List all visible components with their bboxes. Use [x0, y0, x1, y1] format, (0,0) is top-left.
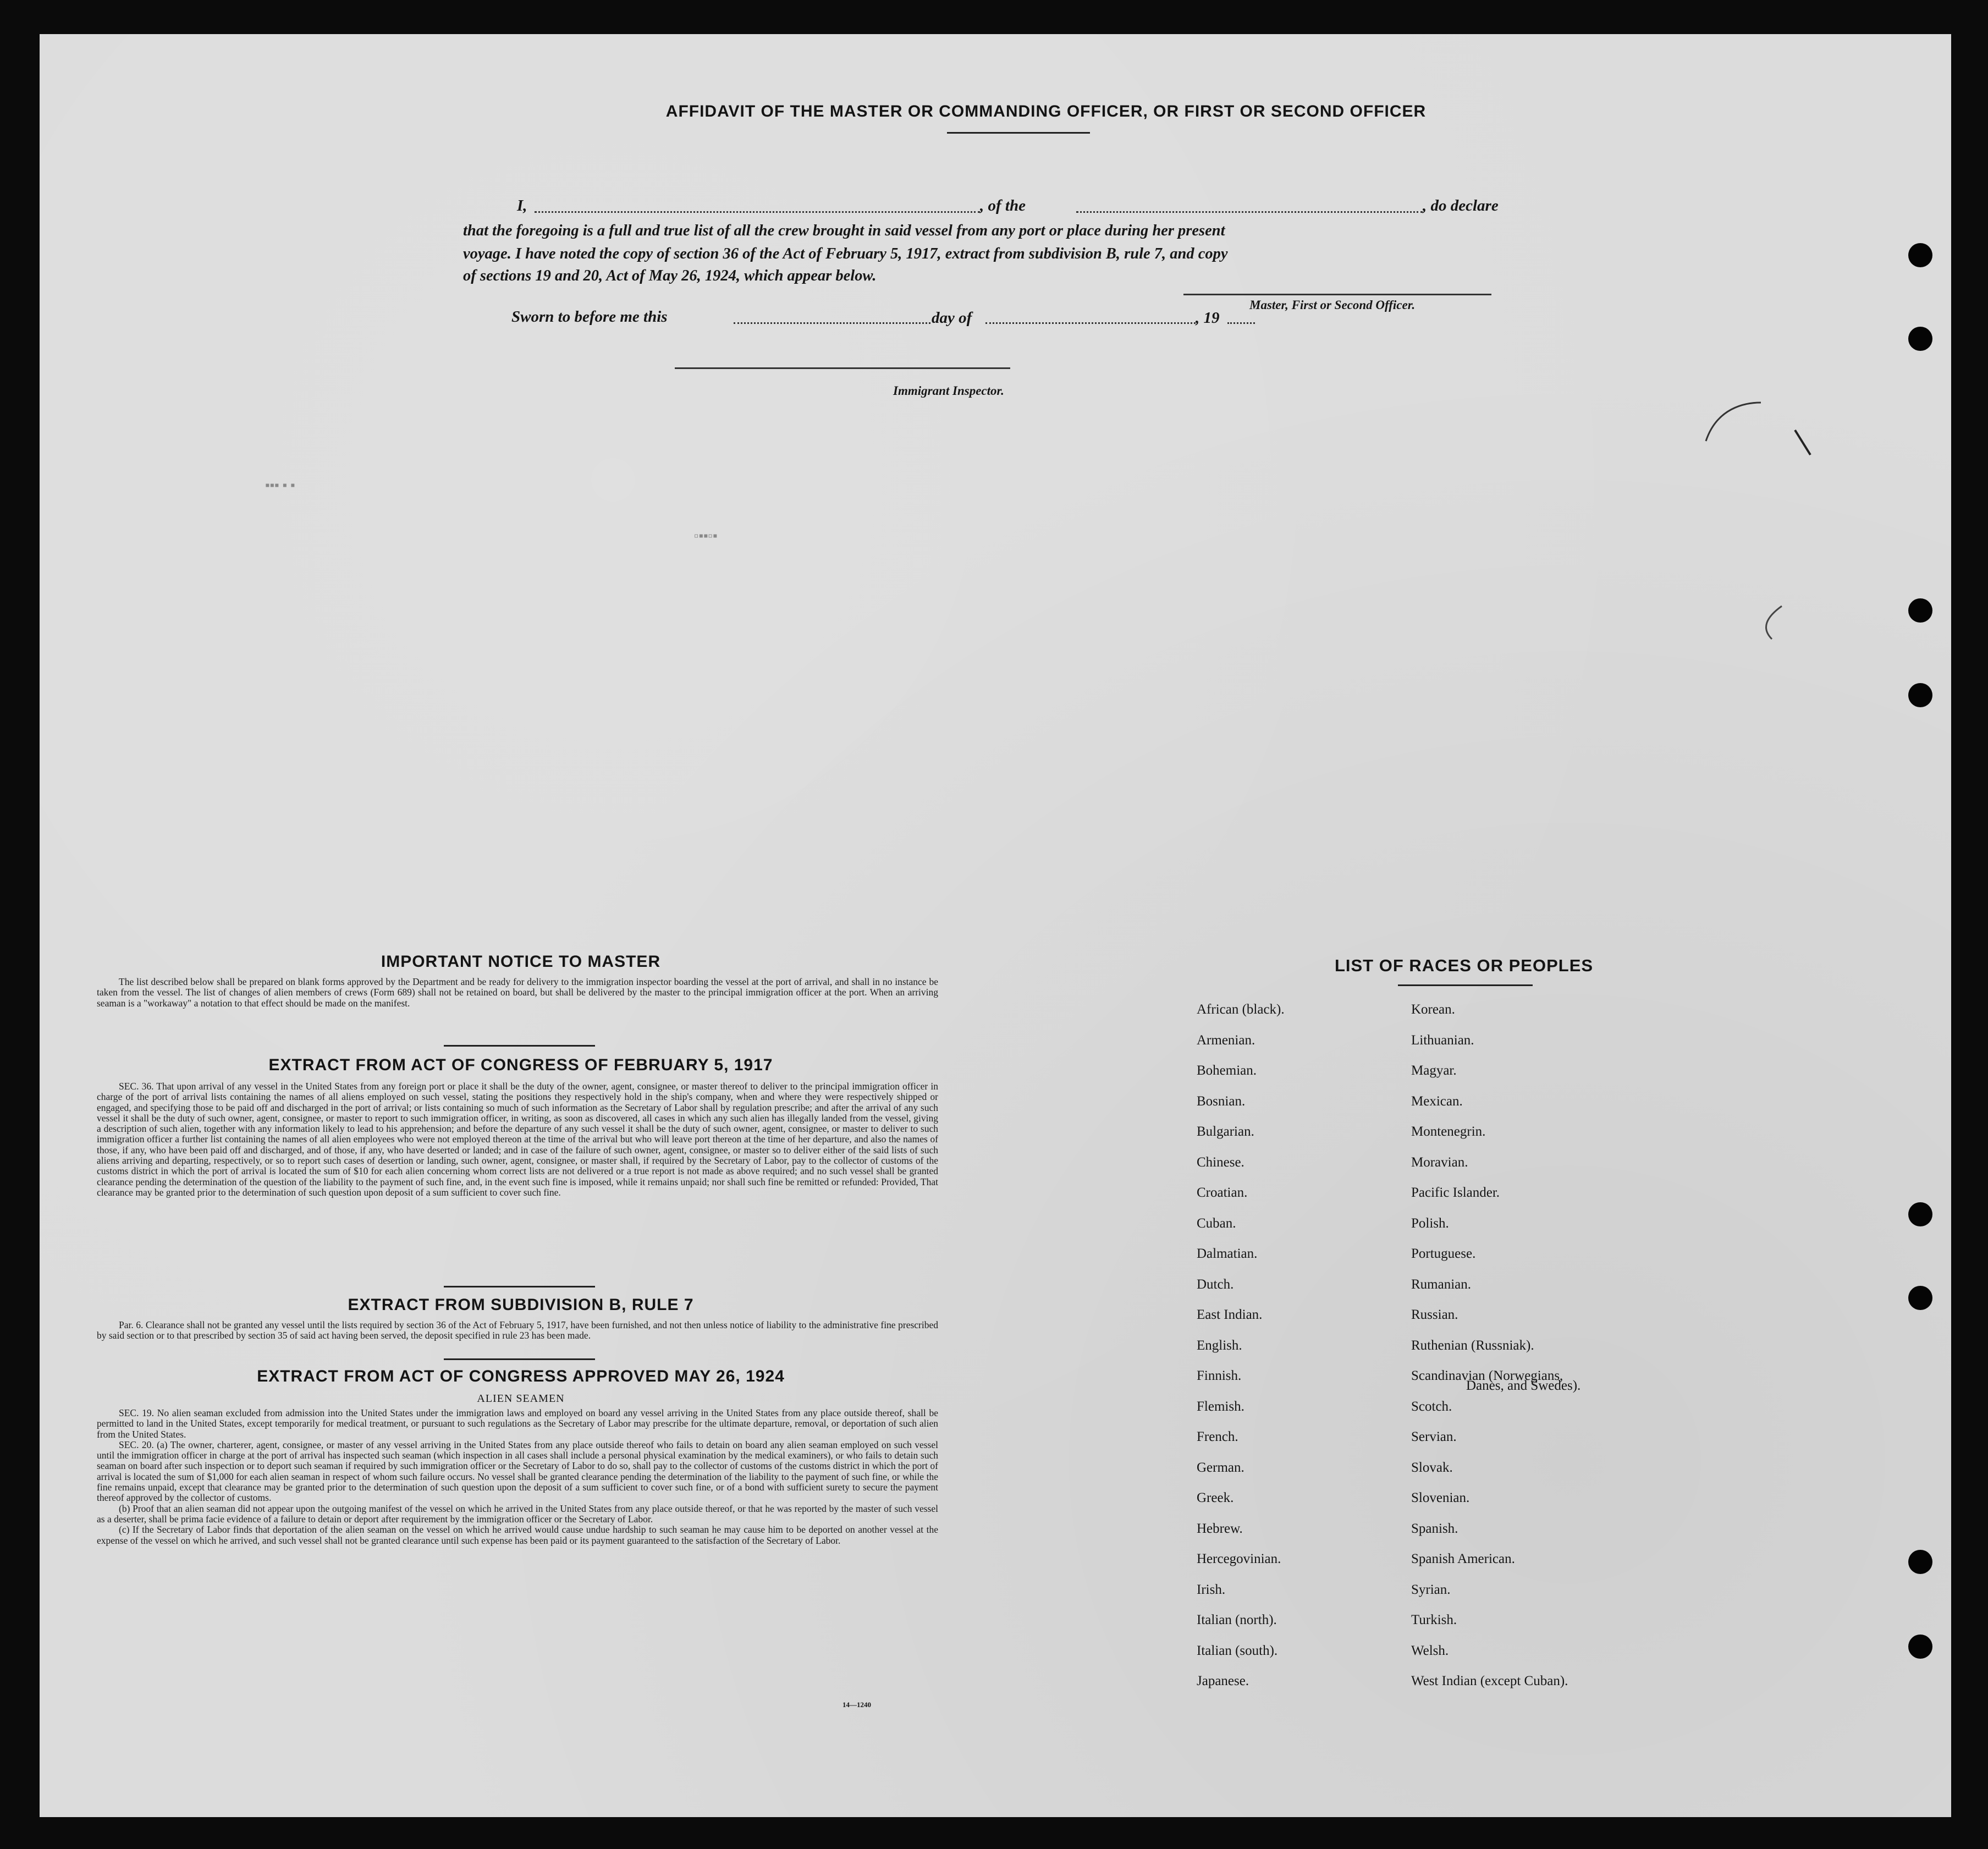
race-item: Syrian. — [1411, 1582, 1451, 1597]
divider — [444, 1358, 595, 1360]
race-item: Servian. — [1411, 1429, 1457, 1444]
form-number: 14—1240 — [842, 1701, 871, 1709]
race-item: Slovenian. — [1411, 1490, 1470, 1505]
pen-mark — [1700, 359, 1843, 667]
race-item: African (black). — [1197, 1002, 1285, 1017]
race-item: Finnish. — [1197, 1368, 1242, 1383]
inspector-label: Immigrant Inspector. — [893, 384, 1004, 398]
race-item: Greek. — [1197, 1490, 1234, 1505]
race-item-continuation: Danes, and Swedes). — [1466, 1378, 1581, 1393]
race-item: Lithuanian. — [1411, 1032, 1474, 1048]
vessel-field[interactable] — [1076, 211, 1423, 213]
extract-rule7-text — [97, 1320, 938, 1341]
master-signature-label: Master, First or Second Officer. — [1249, 298, 1416, 312]
extract-1917-title: EXTRACT FROM ACT OF CONGRESS OF FEBRUARY 5, 1917 — [268, 1056, 773, 1074]
race-item: French. — [1197, 1429, 1238, 1444]
divider — [444, 1045, 595, 1047]
race-item: Italian (north). — [1197, 1613, 1277, 1627]
race-item: Montenegrin. — [1411, 1124, 1486, 1139]
race-item: Magyar. — [1411, 1063, 1457, 1078]
affidavit-text-of-the: , of the — [980, 197, 1026, 214]
race-item: Scotch. — [1411, 1399, 1452, 1414]
race-item: Moravian. — [1411, 1154, 1468, 1170]
sworn-text: Sworn to before me this — [511, 308, 668, 326]
race-item: Bosnian. — [1197, 1093, 1246, 1109]
race-item: Italian (south). — [1197, 1643, 1278, 1658]
race-item: Croatian. — [1197, 1185, 1248, 1200]
race-item: Turkish. — [1411, 1613, 1457, 1627]
par6-paragraph: Par. 6. Clearance shall not be granted any vessel until the lists required by section 36 of the Act of February 5, 1917, have been furnished, and not then unless notice of liability to the administrative fine prescribed by said section or to that prescribed by section 35 of said act having been served, the deposit specified in rule 23 has been made. — [97, 1319, 938, 1341]
race-item: Spanish. — [1411, 1521, 1458, 1536]
sec20c-paragraph: (c) If the Secretary of Labor finds that deportation of the alien seaman on the vessel on which he arrived would cause undue hardship to such seaman he may cause him to be deported on another vessel at the expense of the vessel on which he arrived, and such vessel shall not be granted clearance until such expense has been paid or its payment guaranteed to the satisfaction of the Secretary of Labor. — [97, 1524, 938, 1546]
race-item: Pacific Islander. — [1411, 1185, 1500, 1200]
race-item: Flemish. — [1197, 1399, 1244, 1414]
race-item: Welsh. — [1411, 1643, 1449, 1658]
notice-paragraph: The list described below shall be prepared on blank forms approved by the Department and be ready for delivery to the immigration inspector boarding the vessel at the port of arrival, and shall in no instance be taken from the vessel. The list of changes of alien members of crews (Form 689) shall not be retained on board, but shall be delivered by the master to the principal immigration officer at the port. When an arriving seaman is a "workaway" a notation to that effect should be made on the manifest. — [97, 976, 938, 1009]
affidavit-text-line2: that the foregoing is a full and true list of all the crew brought in said vessel from any port or place during her present — [463, 222, 1225, 239]
race-item: Korean. — [1411, 1002, 1455, 1017]
alien-seamen-subtitle: ALIEN SEAMEN — [477, 1393, 565, 1405]
race-item: Hercegovinian. — [1197, 1551, 1281, 1566]
extract-1924-title: EXTRACT FROM ACT OF CONGRESS APPROVED MAY 26, 1924 — [257, 1367, 785, 1385]
document-page — [40, 34, 1951, 1817]
notice-title: IMPORTANT NOTICE TO MASTER — [381, 953, 661, 971]
race-item: Portuguese. — [1411, 1246, 1476, 1261]
races-title: LIST OF RACES OR PEOPLES — [1334, 956, 1594, 975]
race-item: Cuban. — [1197, 1215, 1236, 1231]
inspector-signature-line[interactable] — [675, 367, 1010, 369]
race-item: Ruthenian (Russniak). — [1411, 1338, 1534, 1353]
race-item: Slovak. — [1411, 1460, 1453, 1475]
punch-hole — [1908, 1550, 1932, 1574]
name-field[interactable] — [535, 211, 980, 213]
punch-hole — [1908, 683, 1932, 707]
affidavit-text-line4: of sections 19 and 20, Act of May 26, 1924, which appear below. — [463, 267, 877, 284]
race-item: Dalmatian. — [1197, 1246, 1258, 1261]
race-item: English. — [1197, 1338, 1242, 1353]
race-item: Rumanian. — [1411, 1276, 1472, 1292]
race-item: Irish. — [1197, 1582, 1226, 1597]
extract-rule7-title: EXTRACT FROM SUBDIVISION B, RULE 7 — [348, 1296, 694, 1314]
divider — [444, 1286, 595, 1287]
punch-hole — [1908, 1635, 1932, 1659]
extract-1924-text — [97, 1408, 938, 1546]
punch-hole — [1908, 598, 1932, 623]
sec20b-paragraph: (b) Proof that an alien seaman did not appear upon the outgoing manifest of the vessel on which he arrived in the United States from any place outside thereof, or that he was reported by the master of such vessel as a deserter, shall be prima facie evidence of a failure to detain or deport after requirement by the immigration officer or the Secretary of Labor. — [97, 1503, 938, 1525]
affidavit-text-line3: voyage. I have noted the copy of section 36 of the Act of February 5, 1917, extract from subdivision B, rule 7, and copy — [463, 245, 1228, 262]
affidavit-text-do-declare: , do declare — [1423, 197, 1499, 214]
affidavit-title: AFFIDAVIT OF THE MASTER OR COMMANDING OFFICER, OR FIRST OR SECOND OFFICER — [665, 102, 1427, 120]
sworn-month-field[interactable] — [985, 322, 1196, 324]
faint-mark: ▪▪▪ ▪ ▪ — [265, 478, 295, 493]
sec20a-paragraph: SEC. 20. (a) The owner, charterer, agent, consignee, or master of any vessel arriving in the United States from any place outside thereof who fails to detain on board any alien seaman employed on such vessel until the immigration officer in charge at the port of arrival has inspected such seaman (which inspection in all cases shall include a personal physical examination by the medical examiners), or who fails to detain such seaman on board after such inspection or to deport such seaman if required by such immigration officer or the Secretary of Labor to do so, shall pay to the collector of customs of the customs district in which the port of arrival is located the sum of $1,000 for each alien seaman in respect of whom such failure occurs. No vessel shall be granted clearance pending the determination of the liability to the payment of such fine, or while the fine remains unpaid, except that clearance may be granted prior to the determination of such question upon the deposit of a sum sufficient to cover such fine, or of a bond with sufficient surety to secure the payment thereof approved by the collector of customs. — [97, 1439, 938, 1504]
day-of-text: day of — [932, 309, 972, 327]
race-item: Armenian. — [1197, 1032, 1255, 1048]
punch-hole — [1908, 243, 1932, 267]
race-item: West Indian (except Cuban). — [1411, 1674, 1568, 1688]
race-item: East Indian. — [1197, 1307, 1263, 1322]
race-item: Japanese. — [1197, 1674, 1249, 1688]
divider — [1398, 984, 1533, 986]
race-item: Chinese. — [1197, 1154, 1244, 1170]
punch-hole — [1908, 327, 1932, 351]
race-item: Bohemian. — [1197, 1063, 1257, 1078]
race-item: German. — [1197, 1460, 1244, 1475]
affidavit-text-i: I, — [517, 197, 527, 214]
divider — [947, 132, 1090, 134]
notice-text — [97, 977, 938, 1009]
faint-mark: ▫▪▪▫▪ — [694, 529, 718, 543]
sec19-paragraph: SEC. 19. No alien seaman excluded from admission into the United States under the immigration laws and employed on board any vessel arriving in the United States from any place outside thereof, shall be permitted to land in the United States, except temporarily for medical treatment, or pursuant to such regulations as the Secretary of Labor may prescribe for the ultimate departure, removal, or deportation of such alien from the United States. — [97, 1407, 938, 1440]
sworn-day-field[interactable] — [734, 322, 930, 324]
extract-1917-text — [97, 1081, 938, 1198]
sworn-year-field[interactable] — [1227, 322, 1255, 324]
race-item: Mexican. — [1411, 1093, 1463, 1109]
sec36-paragraph: SEC. 36. That upon arrival of any vessel in the United States from any foreign port or place it shall be the duty of the owner, agent, consignee, or master thereof to deliver to the principal immigration officer in charge of the port of arrival lists containing the names of all aliens employed on such vessel, stating the positions they respectively hold in the ship's company, when and where they were respectively shipped or engaged, and specifying those to be paid off and discharged in the port of arrival; or lists containing so much of such information as the Secretary of Labor shall by regulation prescribe; and after the arrival of any such vessel it shall be the duty of such owner, agent, consignee, or master to report to such immigration officer, in writing, as soon as discovered, all cases in which any such alien has illegally landed from the vessel, giving a description of such alien, together with any information likely to lead to his apprehension; and before the departure of any such vessel it shall be the duty of such owner, agent, consignee, or master to deliver to such immigration officer a further list containing the names of all alien employees who were not employed thereon at the time of the arrival but who will leave port thereon at the time of her departure, and also the names of those, if any, who have been paid off and discharged, and of those, if any, who have deserted or landed; and in case of the failure of such owner, agent, consignee, or master so to deliver either of the said lists of such aliens arriving and departing, respectively, or so to report such cases of desertion or landing, such owner, agent, consignee, or master shall, if required by the Secretary of Labor, pay to the collector of customs of the customs district in which the port of arrival is located the sum of $10 for each alien concerning whom correct lists are not delivered or a true report is not made as above required; and no such vessel shall be granted clearance pending the determination of the question of the liability to the payment of such fine, and, in the event such fine is imposed, while it remains unpaid; nor shall such fine be remitted or refunded: Provided, That clearance may be granted prior to the determination of such question upon deposit of a sum sufficient to cover such fine. — [97, 1081, 938, 1198]
race-item: Russian. — [1411, 1307, 1458, 1322]
punch-hole — [1908, 1202, 1932, 1226]
race-item: Dutch. — [1197, 1276, 1234, 1292]
year-prefix-text: , 19 — [1196, 309, 1220, 327]
race-item: Hebrew. — [1197, 1521, 1243, 1536]
race-item: Bulgarian. — [1197, 1124, 1254, 1139]
race-item: Scandinavian (Norwegians, — [1411, 1368, 1563, 1383]
punch-hole — [1908, 1286, 1932, 1310]
race-item: Polish. — [1411, 1215, 1449, 1231]
master-signature-line[interactable] — [1183, 294, 1491, 295]
race-item: Spanish American. — [1411, 1551, 1515, 1566]
